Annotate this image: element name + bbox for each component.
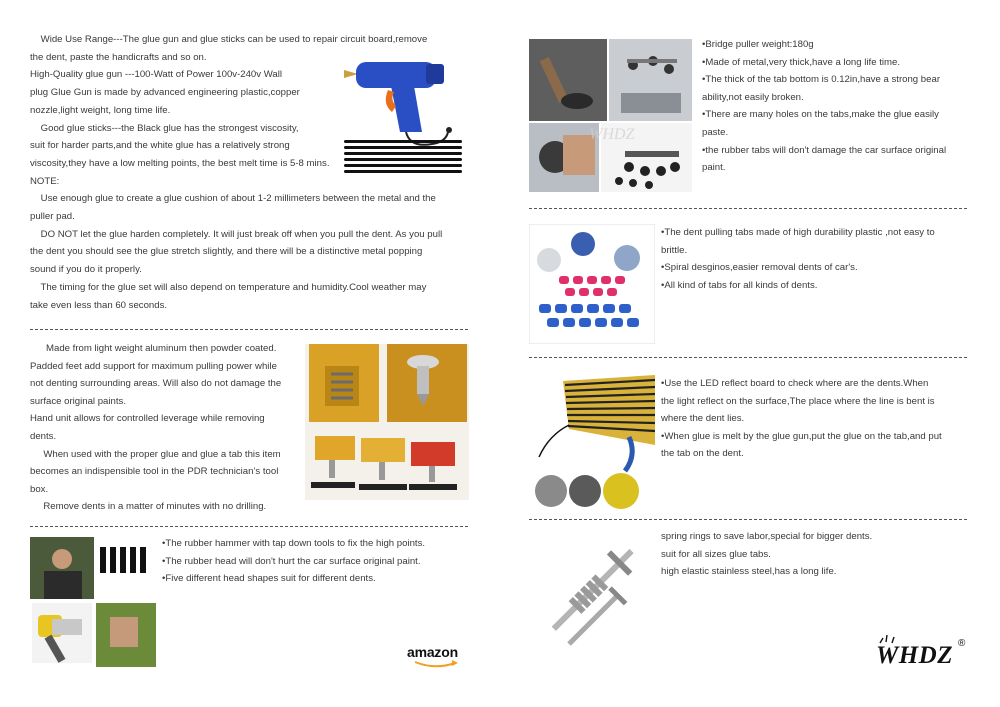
- divider-right-2: [529, 357, 967, 358]
- text-line: DO NOT let the glue harden completely. It will just break off when you pull the dent. As you pull: [30, 228, 443, 240]
- text-line: plug Glue Gun is made by advanced engineering plastic,copper: [30, 87, 300, 99]
- glue-gun-image: [336, 52, 468, 182]
- text-line: suit for harder parts,and the white glue has a relatively strong: [30, 140, 290, 152]
- whdz-watermark: WHDZ: [589, 126, 635, 143]
- text-line: nozzle,light weight, long time life.: [30, 104, 171, 116]
- text-line: ability,not easily broken.: [702, 91, 804, 103]
- divider-right-3: [529, 519, 967, 520]
- amazon-logo: [407, 644, 467, 672]
- text-line: •Spiral desginos,easier removal dents of car's.: [661, 262, 858, 274]
- text-line: dents.: [30, 431, 57, 442]
- text-line: Remove dents in a matter of minutes with no drilling.: [30, 501, 267, 513]
- text-line: •Five different head shapes suit for different dents.: [162, 573, 376, 585]
- text-line: Use enough glue to create a glue cushion of about 1-2 millimeters between the metal and the: [30, 193, 436, 205]
- text-line: When used with the proper glue and glue a tab this item: [30, 448, 281, 460]
- text-line: paste.: [702, 127, 729, 138]
- text-line: •When glue is melt by the glue gun,put the glue on the tab,and put: [661, 430, 942, 442]
- divider-left-2: [30, 526, 468, 527]
- text-line: •There are many holes on the tabs,make the glue easily: [702, 109, 939, 121]
- text-line: spring rings to save labor,special for bigger dents.: [661, 531, 873, 542]
- text-line: puller pad.: [30, 211, 75, 222]
- rubber-hammer-image: [30, 537, 156, 667]
- divider-right-1: [529, 208, 967, 209]
- text-line: •The dent pulling tabs made of high durability plastic ,not easy to: [661, 227, 935, 238]
- whdz-logo-text: WHDZ: [876, 642, 953, 669]
- text-line: paint.: [702, 162, 726, 174]
- text-line: becomes an indispensible tool in the PDR technician’s tool: [30, 466, 279, 478]
- text-line: not denting surrounding areas. Will also do not damage the: [30, 378, 282, 390]
- divider-left-1: [30, 329, 468, 330]
- led-reflect-board-image: [529, 375, 655, 511]
- text-line: box.: [30, 483, 49, 495]
- text-line: viscosity,they have a low melting points, the best melt time is 5-8 mins.: [30, 157, 330, 169]
- text-line: Made from light weight aluminum then powder coated.: [30, 343, 277, 354]
- text-line: •Made of metal,very thick,have a long life time.: [702, 56, 900, 68]
- text-line: •Use the LED reflect board to check where are the dents.When: [661, 378, 929, 389]
- text-line: NOTE:: [30, 175, 60, 187]
- text-line: the dent you should see the glue stretch slightly, and there will be a distinctive metal popping: [30, 246, 423, 258]
- text-line: suit for all sizes glue tabs.: [661, 548, 771, 560]
- text-line: the light reflect on the surface,The place where the line is bent is: [661, 395, 935, 407]
- amazon-logo-text: amazon: [407, 644, 458, 660]
- dent-lifter-image: [305, 344, 469, 500]
- bridge-puller-image: [529, 39, 692, 192]
- text-line: Hand unit allows for controlled leverage while removing: [30, 413, 265, 425]
- text-line: •The rubber hammer with tap down tools to fix the high points.: [162, 538, 426, 549]
- text-line: where the dent lies.: [661, 413, 745, 425]
- text-line: surface original paints.: [30, 395, 126, 407]
- text-line: the tab on the dent.: [661, 448, 744, 460]
- slide-hammer-image: [529, 532, 655, 652]
- text-line: •The rubber head will don't hurt the car surface original paint.: [162, 555, 421, 567]
- registered-mark: ®: [958, 638, 966, 649]
- text-line: take even less than 60 seconds.: [30, 299, 168, 311]
- whdz-brand-logo: [872, 632, 972, 676]
- text-line: brittle.: [661, 244, 688, 256]
- text-line: Padded feet add support for maximum pulling power while: [30, 360, 277, 372]
- text-line: •The thick of the tab bottom is 0.12in,have a strong bear: [702, 74, 941, 86]
- text-line: sound if you do it properly.: [30, 264, 142, 276]
- text-line: the dent, paste the handicrafts and so on.: [30, 51, 207, 63]
- text-line: •the rubber tabs will don't damage the car surface original: [702, 144, 947, 156]
- text-line: high elastic stainless steel,has a long life.: [661, 566, 837, 578]
- text-line: •All kind of tabs for all kinds of dents.: [661, 279, 818, 291]
- text-line: •Bridge puller weight:180g: [702, 39, 814, 50]
- glue-tabs-image: [529, 224, 655, 344]
- text-line: Good glue sticks---the Black glue has the strongest viscosity,: [30, 122, 299, 134]
- text-line: High-Quality glue gun ---100-Watt of Power 100v-240v Wall: [30, 69, 283, 81]
- text-line: Wide Use Range---The glue gun and glue sticks can be used to repair circuit board,remove: [30, 34, 428, 45]
- text-line: The timing for the glue set will also depend on temperature and humidity.Cool weather may: [30, 281, 427, 293]
